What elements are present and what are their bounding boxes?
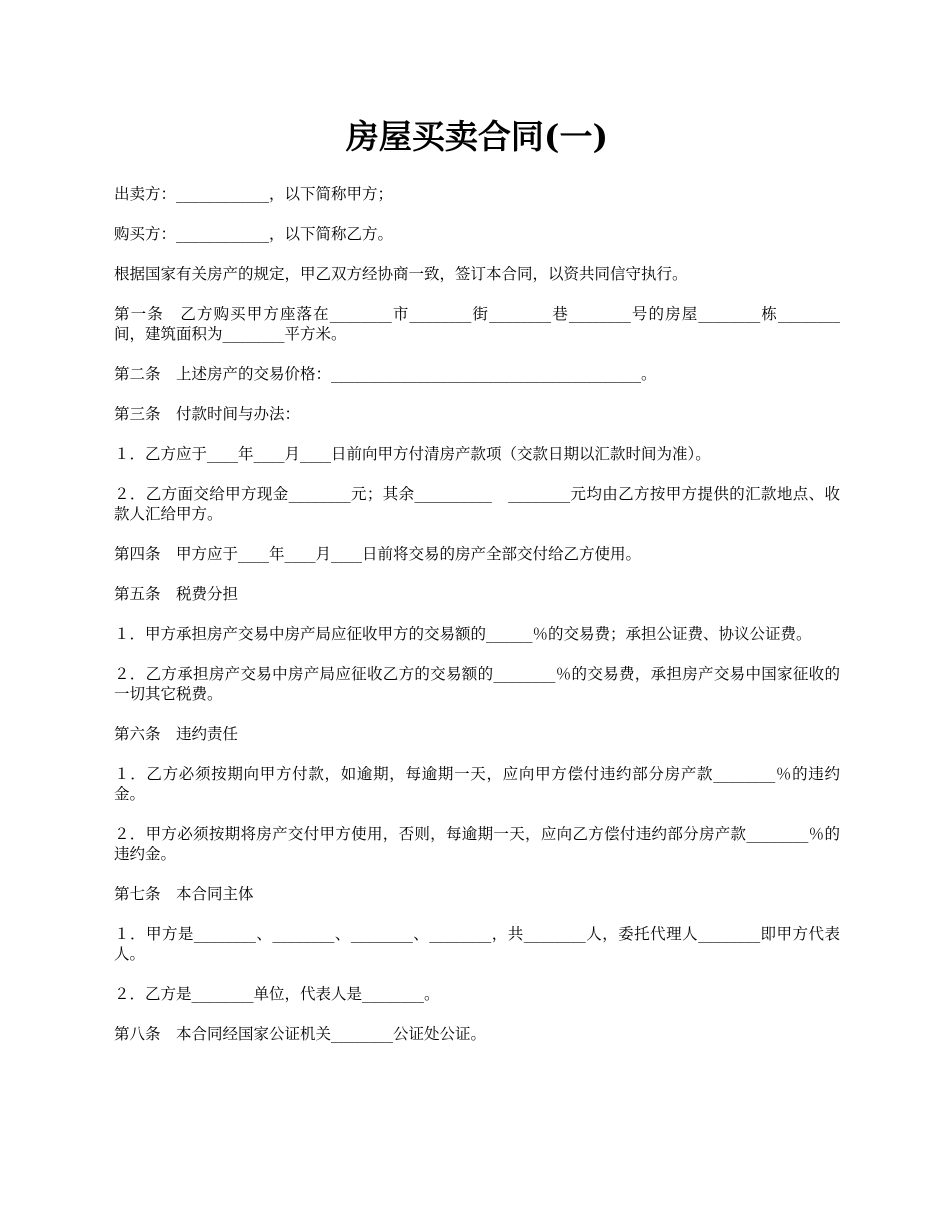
article-1: 第一条 乙方购买甲方座落在________市________街________巷________号的房屋________栋________间，建筑面积为________平方米。 — [114, 305, 840, 343]
article-6-item-2: ２．甲方必须按期将房产交付甲方使用，否则，每逾期一天，应向乙方偿付违约部分房产款________％的违约金。 — [114, 825, 840, 863]
article-7-item-1: １．甲方是________、________、________、________，共________人，委托代理人________即甲方代表人。 — [114, 925, 840, 963]
article-4: 第四条 甲方应于____年____月____日前将交易的房产全部交付给乙方使用。 — [114, 545, 642, 563]
article-5-item-1: １．甲方承担房产交易中房产局应征收甲方的交易额的______％的交易费；承担公证费、协议公证费。 — [114, 625, 812, 643]
preamble: 根据国家有关房产的规定，甲乙双方经协商一致，签订本合同，以资共同信守执行。 — [114, 265, 688, 283]
buyer-line: 购买方：____________，以下简称乙方。 — [114, 225, 394, 243]
article-3-item-1: １．乙方应于____年____月____日前向甲方付清房产款项（交款日期以汇款时间为准）。 — [114, 445, 711, 463]
article-2: 第二条 上述房产的交易价格：________________________________________。 — [114, 365, 657, 383]
article-3-heading: 第三条 付款时间与办法： — [114, 405, 301, 423]
article-3-item-2: ２．乙方面交给甲方现金________元；其余__________ ________元均由乙方按甲方提供的汇款地点、收款人汇给甲方。 — [114, 485, 840, 523]
document-page — [114, 0, 840, 1230]
article-8: 第八条 本合同经国家公证机关________公证处公证。 — [114, 1025, 487, 1043]
article-6-heading: 第六条 违约责任 — [114, 725, 239, 743]
seller-line: 出卖方：____________，以下简称甲方； — [114, 185, 394, 203]
document-body — [114, 184, 840, 1064]
article-7-heading: 第七条 本合同主体 — [114, 885, 254, 903]
article-7-item-2: ２．乙方是________单位，代表人是________。 — [114, 985, 440, 1003]
article-5-item-2: ２．乙方承担房产交易中房产局应征收乙方的交易额的________％的交易费，承担房产交易中国家征收的一切其它税费。 — [114, 665, 840, 703]
article-5-heading: 第五条 税费分担 — [114, 585, 239, 603]
article-6-item-1: １．乙方必须按期向甲方付款，如逾期，每逾期一天，应向甲方偿付违约部分房产款________％的违约金。 — [114, 765, 840, 803]
document-title: 房屋买卖合同(一) — [345, 117, 609, 156]
